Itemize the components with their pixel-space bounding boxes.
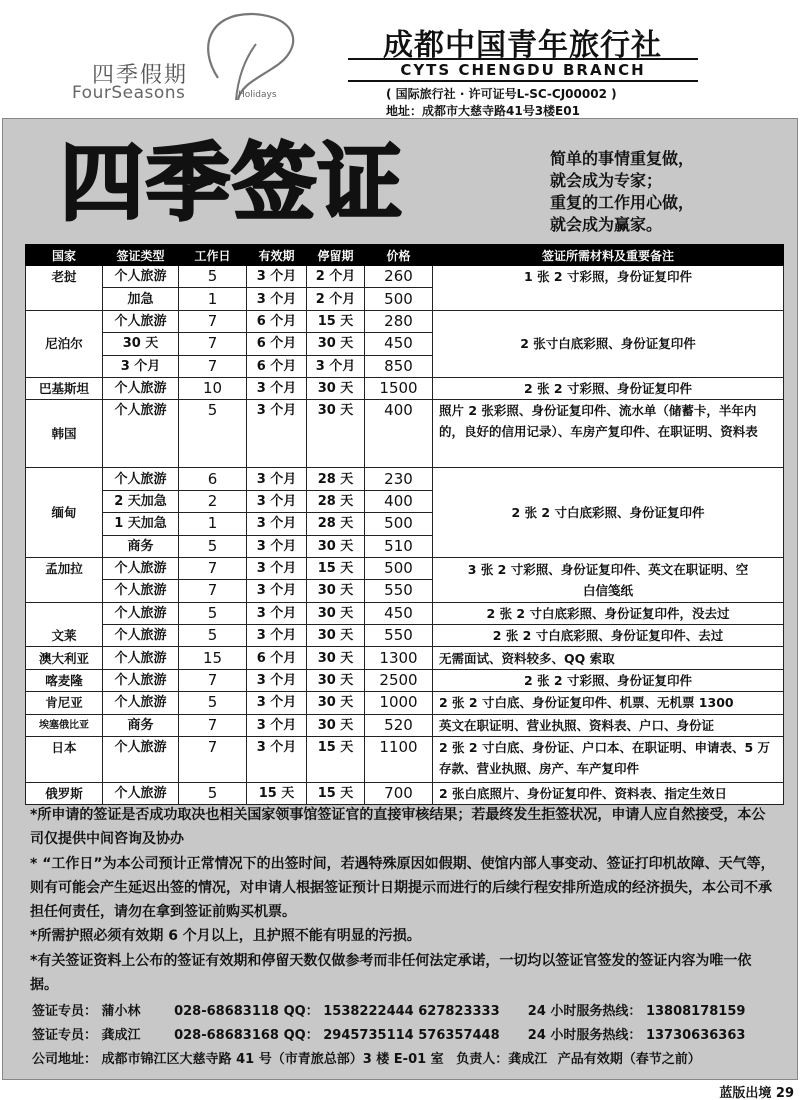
validity-cell: 3 个月 [247,513,307,535]
ginkgo-leaf-logo-icon [178,8,308,100]
price-cell: 450 [365,333,433,355]
work-days-cell: 1 [179,513,247,535]
validity-cell: 3 个月 [247,714,307,736]
company-license: ( 国际旅行社 · 许可证号L-SC-CJ00002 ) [386,87,617,101]
country-cell: 埃塞俄比亚 [26,714,103,736]
address-value: 成都市锦江区大慈寺路 41 号（市青旅总部）3 楼 E-01 室 [101,1052,444,1067]
validity-cell: 6 个月 [247,355,307,377]
table-row [26,737,784,783]
column-header: 签证所需材料及重要备注 [433,245,784,266]
stay-cell: 30 天 [307,400,365,468]
work-days-cell: 7 [179,669,247,691]
notes-cell: 2 张 2 寸彩照、身份证复印件 [433,669,784,691]
column-header: 工作日 [179,245,247,266]
validity-cell: 3 个月 [247,266,307,288]
visa-type-cell: 个人旅游 [103,783,179,805]
contact-phone[interactable]: 028-68683168 [174,1028,279,1043]
manager: 负责人：龚成江 [456,1052,548,1067]
country-cell: 缅甸 [26,468,103,558]
work-days-cell: 10 [179,377,247,399]
visa-type-cell: 30 天 [103,333,179,355]
stay-cell: 28 天 [307,490,365,512]
validity-cell: 15 天 [247,783,307,805]
column-header: 签证类型 [103,245,179,266]
price-cell: 400 [365,490,433,512]
country-cell: 肯尼亚 [26,692,103,714]
price-cell: 510 [365,535,433,557]
contact-phone[interactable]: 028-68683118 [174,1004,279,1019]
note-paragraph: *有关签证资料上公布的签证有效期和停留天数仅做参考而非任何法定承诺，一切均以签证官签发的签证内容为唯一依据。 [30,952,752,994]
qq-label: QQ： [283,1004,319,1019]
stay-cell: 30 天 [307,714,365,736]
work-days-cell: 5 [179,602,247,624]
validity-cell: 3 个月 [247,737,307,783]
visa-type-cell: 个人旅游 [103,580,179,602]
logo-text-cn: 四季假期 [92,63,189,88]
stay-cell: 15 天 [307,737,365,783]
notes-cell: 2 张寸白底彩照、身份证复印件 [433,310,784,377]
slogan-line: 就会成为赢家。 [550,215,663,234]
contact-qq[interactable]: 1538222444 627823333 [323,1004,500,1019]
work-days-cell: 5 [179,400,247,468]
country-cell: 澳大利亚 [26,647,103,669]
note-paragraph: *所需护照必须有效期 6 个月以上，且护照不能有明显的污损。 [30,928,421,945]
notes-cell: 3 张 2 寸彩照、身份证复印件、英文在职证明、空白信笺纸 [433,557,784,602]
table-row [26,400,784,468]
validity-cell: 3 个月 [247,557,307,579]
work-days-cell: 5 [179,535,247,557]
price-cell: 850 [365,355,433,377]
price-cell: 1300 [365,647,433,669]
price-cell: 1000 [365,692,433,714]
country-cell: 孟加拉 [26,557,103,602]
table-row [26,783,784,805]
validity-cell: 6 个月 [247,310,307,332]
country-cell: 韩国 [26,400,103,468]
table-header-row [26,245,784,266]
price-cell: 550 [365,580,433,602]
notes-cell: 照片 2 张彩照、身份证复印件、流水单（储蓄卡，半年内的，良好的信用记录）、车房产复印件、在职证明、资料表 [433,400,784,468]
work-days-cell: 15 [179,647,247,669]
stay-cell: 30 天 [307,692,365,714]
logo-subtext: Holidays [238,90,277,100]
visa-type-cell: 商务 [103,714,179,736]
slogan-line: 就会成为专家； [550,171,663,190]
visa-type-cell: 个人旅游 [103,602,179,624]
work-days-cell: 5 [179,625,247,647]
logo-text-en: FourSeasons [72,83,186,103]
price-cell: 1100 [365,737,433,783]
validity-cell: 3 个月 [247,580,307,602]
validity-cell: 3 个月 [247,400,307,468]
qq-label: QQ： [283,1028,319,1043]
price-cell: 260 [365,266,433,288]
price-cell: 500 [365,513,433,535]
visa-type-cell: 个人旅游 [103,557,179,579]
notes-cell: 英文在职证明、营业执照、资料表、户口、身份证 [433,714,784,736]
contact-name: 龚成江 [101,1028,141,1043]
company-address: 地址：成都市大慈寺路41号3楼E01 [386,104,580,118]
slogan-line: 重复的工作用心做， [550,193,695,212]
header [0,0,800,118]
visa-type-cell: 加急 [103,288,179,310]
work-days-cell: 6 [179,468,247,490]
contact-name: 蒲小林 [101,1004,141,1019]
column-header: 国家 [26,245,103,266]
work-days-cell: 7 [179,333,247,355]
slogan-line: 简单的事情重复做， [550,149,695,168]
stay-cell: 28 天 [307,513,365,535]
visa-type-cell: 个人旅游 [103,468,179,490]
validity-cell: 3 个月 [247,535,307,557]
country-cell: 巴基斯坦 [26,377,103,399]
stay-cell: 30 天 [307,602,365,624]
table-row [26,625,784,647]
validity-cell: 3 个月 [247,692,307,714]
validity-cell: 3 个月 [247,377,307,399]
table-row [26,468,784,490]
table-row [26,714,784,736]
notes-cell: 2 张 2 寸白底彩照、身份证复印件 [433,468,784,558]
validity-cell: 3 个月 [247,625,307,647]
visa-type-cell: 个人旅游 [103,377,179,399]
work-days-cell: 5 [179,266,247,288]
validity-cell: 6 个月 [247,333,307,355]
contact-qq[interactable]: 2945735114 576357448 [323,1028,500,1043]
column-header: 价格 [365,245,433,266]
stay-cell: 30 天 [307,535,365,557]
validity-cell: 6 个月 [247,647,307,669]
address-label: 公司地址： [32,1052,98,1067]
stay-cell: 28 天 [307,468,365,490]
visa-type-cell: 个人旅游 [103,310,179,332]
stay-cell: 2 个月 [307,266,365,288]
stay-cell: 30 天 [307,333,365,355]
work-days-cell: 7 [179,580,247,602]
notes-cell: 2 张 2 寸白底、身份证、户口本、在职证明、申请表、5 万存款、营业执照、房产、车产复印件 [433,737,784,783]
country-cell: 日本 [26,737,103,783]
page-footer: 蓝版出境 29 [719,1086,794,1100]
validity-cell: 3 个月 [247,288,307,310]
table-row [26,669,784,691]
stay-cell: 30 天 [307,669,365,691]
contact-label: 签证专员： [32,1028,98,1043]
table-row [26,557,784,579]
validity-cell: 3 个月 [247,490,307,512]
validity-cell: 3 个月 [247,602,307,624]
stay-cell: 15 天 [307,783,365,805]
notes-cell: 无需面试、资料较多、QQ 索取 [433,647,784,669]
contact-line [32,1024,792,1048]
price-cell: 280 [365,310,433,332]
price-cell: 500 [365,557,433,579]
country-cell: 俄罗斯 [26,783,103,805]
company-name-en: CYTS CHENGDU BRANCH [348,58,698,82]
validity-note: 产品有效期（春节之前） [557,1052,701,1067]
stay-cell: 3 个月 [307,355,365,377]
work-days-cell: 7 [179,714,247,736]
disclaimer-notes [30,803,775,997]
table-row [26,692,784,714]
work-days-cell: 5 [179,692,247,714]
note-paragraph: * “工作日”为本公司预计正常情况下的出签时间，若遇特殊原因如假期、使馆内部人事变动、签证打印机故障、天气等，则有可能会产生延迟出签的情况，对申请人根据签证预计日期提示而进行的后续行程安排所造成的经济损失，本公司不承担任何责任，请勿在拿到签证前购买机票。 [30,855,775,921]
notes-cell: 2 张白底照片、身份证复印件、资料表、指定生效日 [433,783,784,805]
company-address-line [32,1048,792,1072]
visa-type-cell: 个人旅游 [103,625,179,647]
price-cell: 1500 [365,377,433,399]
contact-line [32,1000,792,1024]
stay-cell: 15 天 [307,310,365,332]
price-cell: 450 [365,602,433,624]
stay-cell: 15 天 [307,557,365,579]
notes-cell: 2 张 2 寸白底、身份证复印件、机票、无机票 1300 [433,692,784,714]
country-cell: 尼泊尔 [26,310,103,377]
visa-type-cell: 2 天加急 [103,490,179,512]
stay-cell: 30 天 [307,625,365,647]
hotline-number[interactable]: 13730636363 [645,1028,746,1043]
work-days-cell: 7 [179,355,247,377]
country-cell: 喀麦隆 [26,669,103,691]
table-row [26,602,784,624]
contact-info [32,1000,792,1072]
table-row [26,647,784,669]
country-cell: 文莱 [26,602,103,647]
work-days-cell: 7 [179,310,247,332]
visa-type-cell: 个人旅游 [103,737,179,783]
notes-cell: 2 张 2 寸白底彩照、身份证复印件，没去过 [433,602,784,624]
column-header: 有效期 [247,245,307,266]
hotline-number[interactable]: 13808178159 [645,1004,746,1019]
visa-type-cell: 个人旅游 [103,669,179,691]
work-days-cell: 2 [179,490,247,512]
column-header: 停留期 [307,245,365,266]
validity-cell: 3 个月 [247,468,307,490]
table-row [26,266,784,288]
work-days-cell: 7 [179,557,247,579]
hotline-label: 24 小时服务热线： [527,1028,642,1043]
stay-cell: 30 天 [307,647,365,669]
contact-label: 签证专员： [32,1004,98,1019]
visa-type-cell: 个人旅游 [103,266,179,288]
price-cell: 400 [365,400,433,468]
note-paragraph: *所申请的签证是否成功取决也相关国家领事馆签证官的直接审核结果；若最终发生拒签状况，申请人应自然接受，本公司仅提供中间咨询及协办 [30,807,766,848]
notes-cell: 2 张 2 寸彩照、身份证复印件 [433,377,784,399]
table-row [26,377,784,399]
visa-type-cell: 3 个月 [103,355,179,377]
country-cell: 老挝 [26,266,103,311]
visa-type-cell: 个人旅游 [103,400,179,468]
stay-cell: 30 天 [307,377,365,399]
price-cell: 520 [365,714,433,736]
table-row [26,310,784,332]
hotline-label: 24 小时服务热线： [527,1004,642,1019]
visa-price-table [25,244,784,805]
notes-cell: 1 张 2 寸彩照，身份证复印件 [433,266,784,311]
price-cell: 700 [365,783,433,805]
price-cell: 550 [365,625,433,647]
stay-cell: 30 天 [307,580,365,602]
page-title: 四季签证 [60,134,405,232]
visa-type-cell: 商务 [103,535,179,557]
stay-cell: 2 个月 [307,288,365,310]
price-cell: 2500 [365,669,433,691]
visa-type-cell: 1 天加急 [103,513,179,535]
company-name-cn: 成都中国青年旅行社 [383,28,662,63]
work-days-cell: 5 [179,783,247,805]
visa-type-cell: 个人旅游 [103,692,179,714]
price-cell: 230 [365,468,433,490]
work-days-cell: 7 [179,737,247,783]
notes-cell: 2 张 2 寸白底彩照、身份证复印件、去过 [433,625,784,647]
visa-type-cell: 个人旅游 [103,647,179,669]
work-days-cell: 1 [179,288,247,310]
price-cell: 500 [365,288,433,310]
validity-cell: 3 个月 [247,669,307,691]
